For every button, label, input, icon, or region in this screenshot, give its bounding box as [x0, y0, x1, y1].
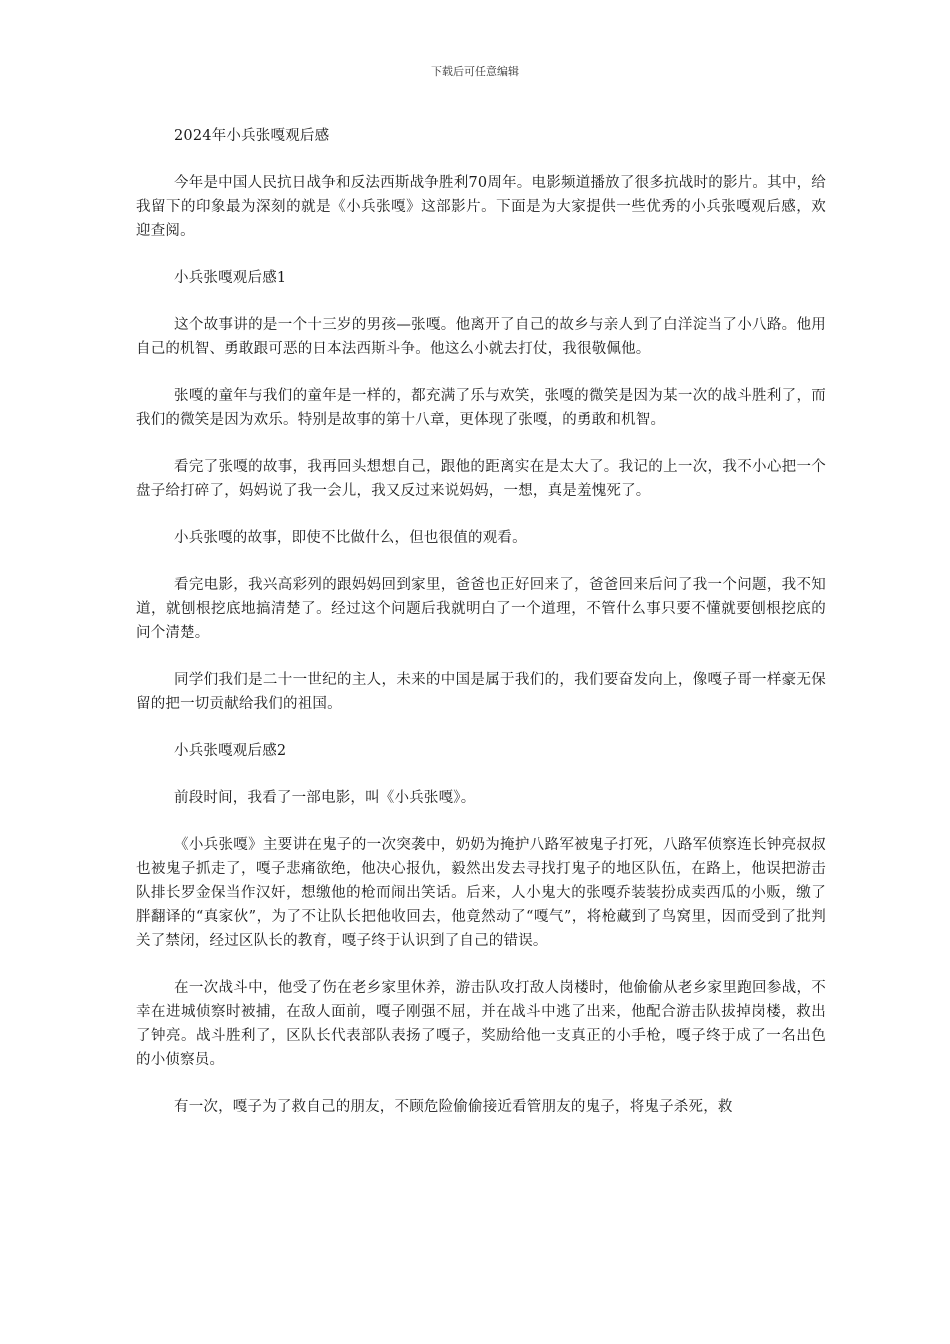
- essay1-paragraph: 看完电影，我兴高彩列的跟妈妈回到家里，爸爸也正好回来了，爸爸回来后问了我一个问题，我不知道，就刨根挖底地搞清楚了。经过这个问题后我就明白了一个道理，不管什么事只要不懂就要刨根挖底的问个清楚。: [136, 577, 826, 641]
- document-body: [136, 124, 826, 1119]
- essay1-paragraph: 这个故事讲的是一个十三岁的男孩—张嘎。他离开了自己的故乡与亲人到了白洋淀当了小八路。他用自己的机智、勇敢跟可恶的日本法西斯斗争。他这么小就去打仗，我很敬佩他。: [136, 317, 826, 357]
- essay2-heading: 小兵张嘎观后感2: [174, 743, 287, 759]
- essay1-paragraph: 张嘎的童年与我们的童年是一样的，都充满了乐与欢笑，张嘎的微笑是因为某一次的战斗胜利了，而我们的微笑是因为欢乐。特别是故事的第十八章，更体现了张嘎，的勇敢和机智。: [136, 388, 826, 428]
- page-header-note: 下载后可任意编辑: [431, 65, 519, 78]
- essay2-paragraph: 前段时间，我看了一部电影，叫《小兵张嘎》。: [174, 790, 476, 806]
- document-title: 2024年小兵张嘎观后感: [174, 128, 330, 144]
- essay2-paragraph: 《小兵张嘎》主要讲在鬼子的一次突袭中，奶奶为掩护八路军被鬼子打死，八路军侦察连长钟亮叔叔也被鬼子抓走了，嘎子悲痛欲绝，他决心报仇，毅然出发去寻找打鬼子的地区队伍，在路上，他误把游击队排长罗金保当作汉奸，想缴他的枪而闹出笑话。后来，人小鬼大的张嘎乔装装扮成卖西瓜的小贩，缴了胖翻译的“真家伙”，为了不让队长把他收回去，他竟然动了“嘎气”，将枪藏到了鸟窝里，因而受到了批判关了禁闭，经过区队长的教育，嘎子终于认识到了自己的错误。: [136, 837, 826, 949]
- essay1-paragraph: 看完了张嘎的故事，我再回头想想自己，跟他的距离实在是太大了。我记的上一次，我不小心把一个盘子给打碎了，妈妈说了我一会儿，我又反过来说妈妈，一想，真是羞愧死了。: [136, 459, 826, 499]
- essay2-paragraph: 在一次战斗中，他受了伤在老乡家里休养，游击队攻打敌人岗楼时，他偷偷从老乡家里跑回参战，不幸在进城侦察时被捕，在敌人面前，嘎子刚强不屈，并在战斗中逃了出来，他配合游击队拔掉岗楼，救出了钟亮。战斗胜利了，区队长代表部队表扬了嘎子，奖励给他一支真正的小手枪，嘎子终于成了一名出色的小侦察员。: [136, 980, 826, 1068]
- essay1-paragraph: 小兵张嘎的故事，即使不比做什么，但也很值的观看。: [174, 530, 527, 546]
- essay1-paragraph: 同学们我们是二十一世纪的主人，未来的中国是属于我们的，我们要奋发向上，像嘎子哥一样豪无保留的把一切贡献给我们的祖国。: [136, 672, 826, 712]
- intro-paragraph: 今年是中国人民抗日战争和反法西斯战争胜利70周年。电影频道播放了很多抗战时的影片。其中，给我留下的印象最为深刻的就是《小兵张嘎》这部影片。下面是为大家提供一些优秀的小兵张嘎观后感，欢迎查阅。: [136, 175, 826, 239]
- essay1-heading: 小兵张嘎观后感1: [174, 270, 287, 286]
- essay2-paragraph: 有一次，嘎子为了救自己的朋友，不顾危险偷偷接近看管朋友的鬼子，将鬼子杀死，救: [174, 1099, 733, 1115]
